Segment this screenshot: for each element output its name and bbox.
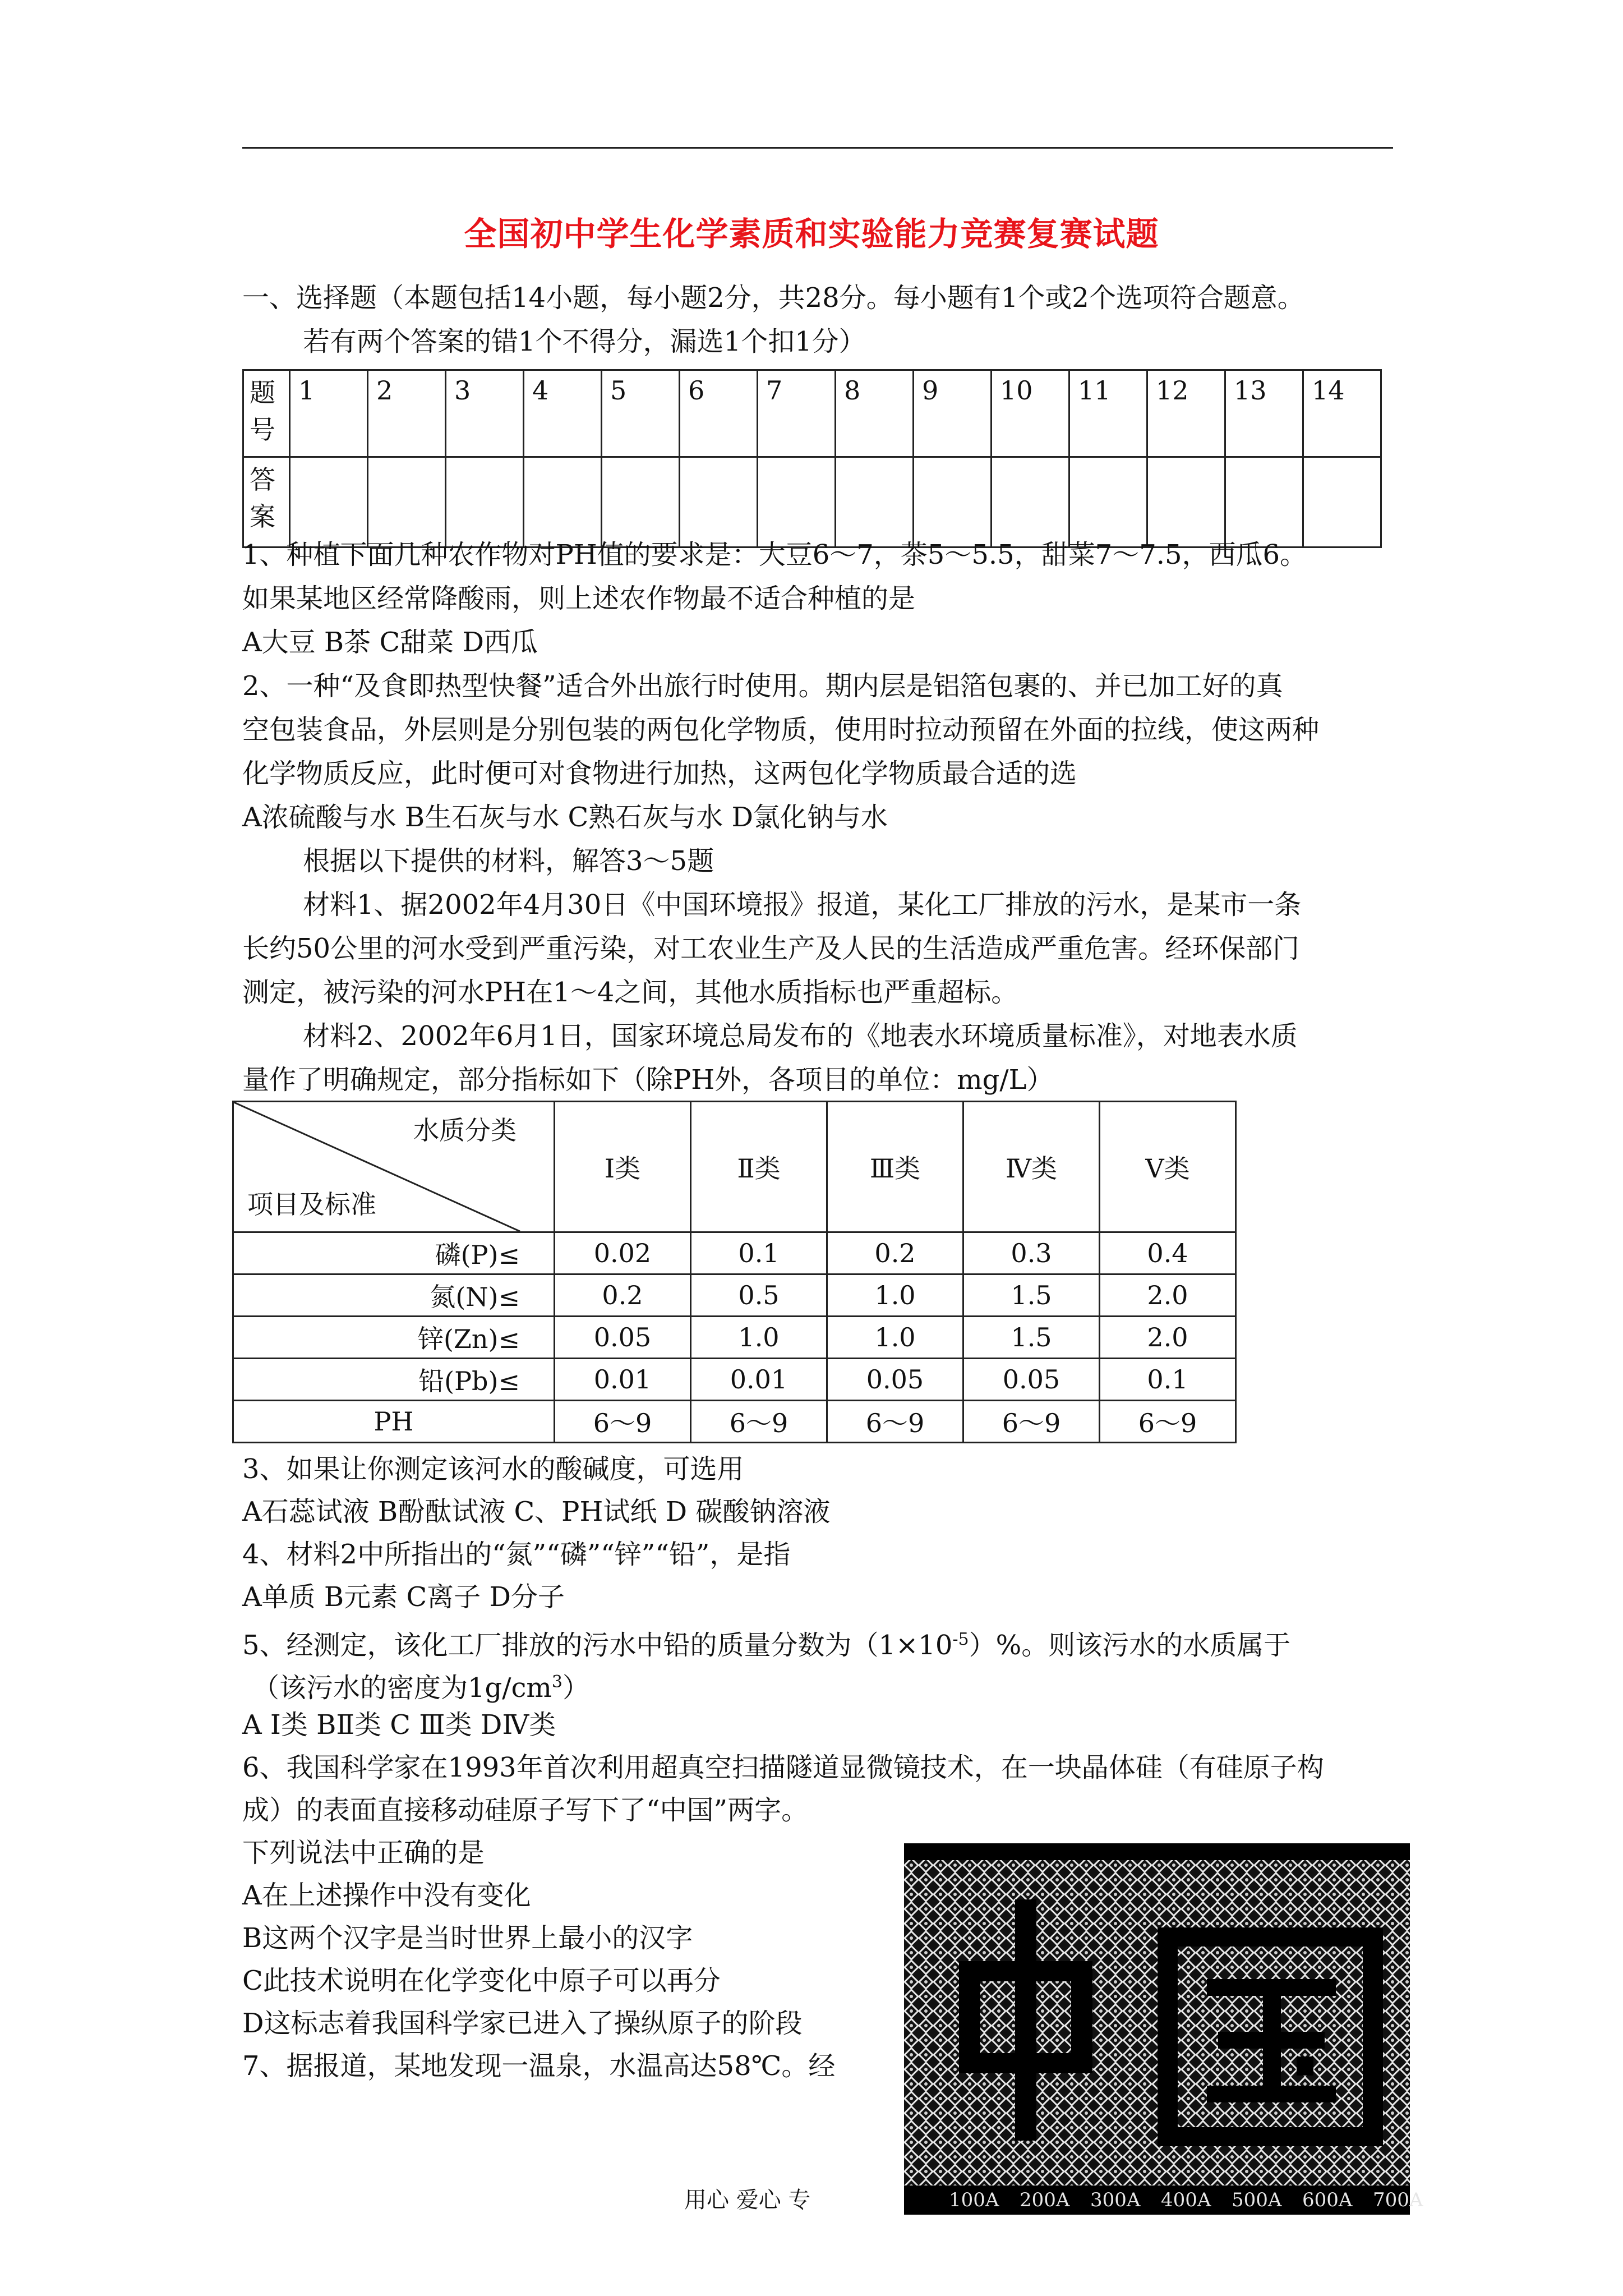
indicator-label: 磷(P)≤ (233, 1232, 555, 1274)
answer-cell[interactable] (836, 457, 914, 547)
question-7-text: 7、据报道，某地发现一温泉，水温高达58℃。经 (242, 2050, 836, 2082)
question-4-text: 4、材料2中所指出的“氮”“磷”“锌”“铅”，是指 (242, 1539, 791, 1570)
table-row (233, 1274, 1236, 1317)
question-number-cell: 4 (524, 370, 602, 457)
question-6-text: 6、我国科学家在1993年首次利用超真空扫描隧道显微镜技术，在一块晶体硅（有硅原子构 (242, 1752, 1324, 1783)
class-header: Ⅰ类 (555, 1102, 691, 1232)
scale-tick-label: 600A (1302, 2189, 1353, 2211)
table-cell: 1.5 (963, 1317, 1100, 1359)
scale-tick-label: 700A (1373, 2189, 1423, 2211)
table-cell: 6～9 (963, 1401, 1100, 1443)
answer-cell[interactable] (602, 457, 680, 547)
page-footer: 用心 爱心 专 (684, 2187, 811, 2213)
table-cell: 0.05 (963, 1359, 1100, 1401)
section-heading: 一、选择题（本题包括14小题，每小题2分，共28分。每小题有1个或2个选项符合题意。 (242, 282, 1304, 314)
indicator-label: 锌(Zn)≤ (233, 1317, 555, 1359)
answer-cell[interactable] (368, 457, 446, 547)
table-cell: 0.5 (691, 1274, 827, 1317)
table-cell: 1.0 (827, 1317, 963, 1359)
table-cell: 0.4 (1100, 1232, 1236, 1274)
answer-cell[interactable] (758, 457, 836, 547)
class-header: Ⅳ类 (963, 1102, 1100, 1232)
answer-cell[interactable] (992, 457, 1069, 547)
table-cell: 1.0 (827, 1274, 963, 1317)
answer-cell[interactable] (1069, 457, 1147, 547)
question-number-cell: 2 (368, 370, 446, 457)
question-number-cell: 10 (992, 370, 1069, 457)
question-5-density-end: ） (562, 1672, 589, 1704)
material-2-text: 量作了明确规定，部分指标如下（除PH外，各项目的单位：mg/L） (242, 1064, 1054, 1096)
question-5-text-a: 5、经测定，该化工厂排放的污水中铅的质量分数为（1×10 (242, 1630, 953, 1661)
scale-bar (904, 2185, 1423, 2215)
indicator-label: PH (233, 1401, 555, 1443)
table-cell: 0.01 (555, 1359, 691, 1401)
indicator-label: 氮(N)≤ (233, 1274, 555, 1317)
question-number-cell: 13 (1225, 370, 1303, 457)
table-cell: 0.05 (827, 1359, 963, 1401)
answer-cell[interactable] (524, 457, 602, 547)
question-1-options: A大豆 B茶 C甜菜 D西瓜 (242, 627, 538, 658)
scale-tick-label: 100A (949, 2189, 999, 2211)
question-5-options: A Ⅰ类 BⅡ类 C Ⅲ类 DⅣ类 (242, 1709, 556, 1741)
scale-tick-label: 400A (1161, 2189, 1211, 2211)
scale-tick-label: 500A (1232, 2189, 1282, 2211)
question-number-cell: 14 (1303, 370, 1381, 457)
question-number-cell: 12 (1147, 370, 1225, 457)
answer-table-number-label: 题号 (243, 370, 290, 457)
question-number-cell: 11 (1069, 370, 1147, 457)
material-1-text: 测定，被污染的河水PH在1～4之间，其他水质指标也严重超标。 (242, 977, 1018, 1008)
table-cell: 6～9 (555, 1401, 691, 1443)
question-number-cell: 7 (758, 370, 836, 457)
material-2-text: 材料2、2002年6月1日，国家环境总局发布的《地表水环境质量标准》，对地表水质 (303, 1020, 1298, 1052)
corner-header-class: 水质分类 (413, 1115, 517, 1145)
table-cell: 0.05 (555, 1317, 691, 1359)
table-cell: 1.0 (691, 1317, 827, 1359)
table-row (233, 1401, 1236, 1443)
question-2-text: 2、一种“及食即热型快餐”适合外出旅行时使用。期内层是铝箔包裹的、并已加工好的真 (242, 670, 1283, 702)
header-rule (242, 147, 1393, 149)
scale-tick-label: 200A (1020, 2189, 1070, 2211)
question-number-cell: 1 (290, 370, 368, 457)
table-cell: 2.0 (1100, 1317, 1236, 1359)
table-cell: 0.3 (963, 1232, 1100, 1274)
question-6-text: 成）的表面直接移动硅原子写下了“中国”两字。 (242, 1795, 809, 1826)
material-1-text: 材料1、据2002年4月30日《中国环境报》报道，某化工厂排放的污水，是某市一条 (303, 889, 1302, 921)
question-1-text: 如果某地区经常降酸雨，则上述农作物最不适合种植的是 (242, 583, 916, 614)
question-5-text (252, 1665, 589, 1705)
question-2-options: A浓硫酸与水 B生石灰与水 C熟石灰与水 D氯化钠与水 (242, 802, 888, 833)
answer-cell[interactable] (446, 457, 524, 547)
answer-cell[interactable] (290, 457, 368, 547)
table-cell: 0.1 (1100, 1359, 1236, 1401)
page-title: 全国初中学生化学素质和实验能力竞赛复赛试题 (464, 215, 1159, 253)
table-cell: 0.02 (555, 1232, 691, 1274)
exponent: -5 (952, 1630, 969, 1649)
class-header: Ⅲ类 (827, 1102, 963, 1232)
class-header: Ⅴ类 (1100, 1102, 1236, 1232)
answer-cell[interactable] (1303, 457, 1381, 547)
superscript: 3 (551, 1672, 562, 1692)
answer-table-answer-label: 答案 (243, 457, 290, 547)
question-number-cell: 5 (602, 370, 680, 457)
stm-image (904, 1843, 1423, 2215)
question-6-option-d: D这标志着我国科学家已进入了操纵原子的阶段 (242, 2008, 803, 2039)
answer-cell[interactable] (914, 457, 992, 547)
question-4-options: A单质 B元素 C离子 D分子 (242, 1581, 565, 1613)
table-cell: 0.1 (691, 1232, 827, 1274)
answer-cell[interactable] (1147, 457, 1225, 547)
table-cell: 0.2 (555, 1274, 691, 1317)
table-row (233, 1317, 1236, 1359)
question-5-text-b: ）%。则该污水的水质属于 (969, 1630, 1291, 1661)
table-corner-cell (233, 1102, 555, 1232)
table-cell: 6～9 (827, 1401, 963, 1443)
answer-cell[interactable] (680, 457, 758, 547)
table-cell: 1.5 (963, 1274, 1100, 1317)
table-cell: 0.2 (827, 1232, 963, 1274)
class-header: Ⅱ类 (691, 1102, 827, 1232)
table-row (233, 1359, 1236, 1401)
question-5-text (242, 1622, 1290, 1663)
material-1-text: 长约50公里的河水受到严重污染，对工农业生产及人民的生活造成严重危害。经环保部门 (242, 933, 1300, 964)
question-number-cell: 8 (836, 370, 914, 457)
question-3-options: A石蕊试液 B酚酞试液 C、PH试纸 D 碳酸钠溶液 (242, 1496, 831, 1527)
question-number-cell: 3 (446, 370, 524, 457)
question-6-prompt: 下列说法中正确的是 (242, 1837, 485, 1869)
table-cell: 6～9 (691, 1401, 827, 1443)
question-6-option-b: B这两个汉字是当时世界上最小的汉字 (242, 1922, 693, 1954)
table-cell: 6～9 (1100, 1401, 1236, 1443)
scale-tick-label: 300A (1090, 2189, 1141, 2211)
question-1-text: 1、种植下面几种农作物对PH值的要求是：大豆6～7，茶5～5.5，甜菜7～7.5，西瓜6。 (242, 539, 1307, 570)
answer-table (242, 369, 1382, 548)
table-cell: 2.0 (1100, 1274, 1236, 1317)
material-intro: 根据以下提供的材料，解答3～5题 (303, 845, 714, 877)
section-heading-cont: 若有两个答案的错1个不得分，漏选1个扣1分） (303, 326, 866, 357)
question-6-option-c: C此技术说明在化学变化中原子可以再分 (242, 1965, 721, 1996)
water-quality-table (232, 1101, 1237, 1443)
question-number-cell: 9 (914, 370, 992, 457)
indicator-label: 铅(Pb)≤ (233, 1359, 555, 1401)
question-number-cell: 6 (680, 370, 758, 457)
question-6-option-a: A在上述操作中没有变化 (242, 1880, 531, 1911)
answer-cell[interactable] (1225, 457, 1303, 547)
table-cell: 0.01 (691, 1359, 827, 1401)
silicon-lattice-pattern (904, 1843, 1410, 2215)
corner-header-item: 项目及标准 (247, 1189, 376, 1220)
question-3-text: 3、如果让你测定该河水的酸碱度，可选用 (242, 1453, 744, 1485)
question-5-density: （该污水的密度为1g/cm (252, 1672, 552, 1704)
question-2-text: 空包装食品，外层则是分别包装的两包化学物质，使用时拉动预留在外面的拉线，使这两种 (242, 714, 1320, 746)
table-row (233, 1232, 1236, 1274)
question-2-text: 化学物质反应，此时便可对食物进行加热，这两包化学物质最合适的选 (242, 758, 1077, 789)
